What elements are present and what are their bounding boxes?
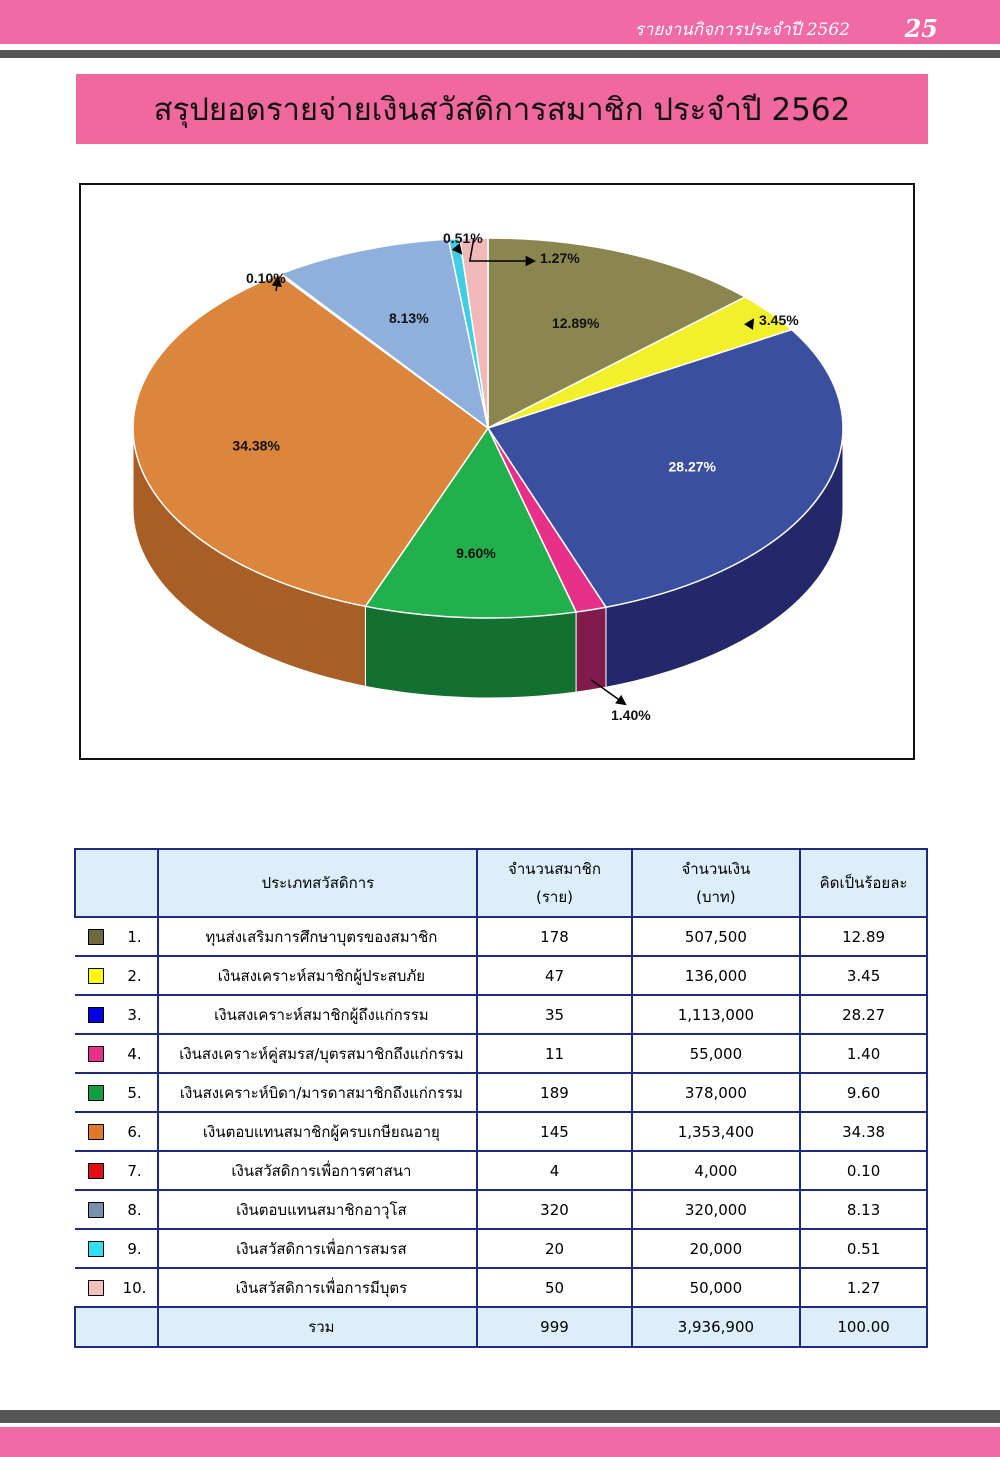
- row-percent: 0.10: [800, 1151, 927, 1190]
- header-members-unit: (ราย): [536, 888, 573, 906]
- row-percent: 9.60: [800, 1073, 927, 1112]
- table-row: [75, 995, 927, 1034]
- header-percent: คิดเป็นร้อยละ: [800, 849, 927, 917]
- row-type: เงินสวัสดิการเพื่อการมีบุตร: [158, 1268, 477, 1307]
- row-amount: 20,000: [632, 1229, 801, 1268]
- row-index: 9.: [117, 1229, 159, 1268]
- row-index: 8.: [117, 1190, 159, 1229]
- row-members: 20: [477, 1229, 631, 1268]
- row-index: 4.: [117, 1034, 159, 1073]
- row-type: เงินสงเคราะห์สมาชิกผู้ถึงแก่กรรม: [158, 995, 477, 1034]
- pie-chart-frame: [79, 183, 915, 760]
- row-members: 4: [477, 1151, 631, 1190]
- row-members: 50: [477, 1268, 631, 1307]
- legend-swatch: [88, 1085, 104, 1101]
- pie-chart: [81, 185, 913, 758]
- legend-swatch: [88, 929, 104, 945]
- row-members: 35: [477, 995, 631, 1034]
- legend-swatch-cell: [75, 1229, 117, 1268]
- header-amount: [632, 849, 801, 917]
- legend-swatch-cell: [75, 1112, 117, 1151]
- legend-swatch-cell: [75, 995, 117, 1034]
- welfare-table: [74, 848, 928, 1348]
- row-amount: 136,000: [632, 956, 801, 995]
- header-type: ประเภทสวัสดิการ: [158, 849, 477, 917]
- row-type: เงินตอบแทนสมาชิกอาวุโส: [158, 1190, 477, 1229]
- table-row: [75, 956, 927, 995]
- table-row: [75, 1112, 927, 1151]
- row-amount: 4,000: [632, 1151, 801, 1190]
- page-number: 25: [904, 14, 938, 43]
- legend-swatch: [88, 1280, 104, 1296]
- header-index: [75, 849, 158, 917]
- row-percent: 3.45: [800, 956, 927, 995]
- legend-swatch-cell: [75, 1034, 117, 1073]
- legend-swatch: [88, 1124, 104, 1140]
- slice-label-6: 34.38%: [232, 437, 280, 454]
- row-amount: 507,500: [632, 917, 801, 956]
- row-percent: 1.40: [800, 1034, 927, 1073]
- slice-label-2: 3.45%: [759, 312, 799, 328]
- legend-swatch: [88, 1046, 104, 1062]
- legend-swatch: [88, 968, 104, 984]
- row-index: 2.: [117, 956, 159, 995]
- row-type: เงินตอบแทนสมาชิกผู้ครบเกษียณอายุ: [158, 1112, 477, 1151]
- footer-band: [0, 1427, 1000, 1457]
- row-type: เงินสงเคราะห์คู่สมรส/บุตรสมาชิกถึงแก่กรรม: [158, 1034, 477, 1073]
- total-row: [75, 1307, 927, 1347]
- title-banner: [76, 74, 928, 144]
- row-percent: 8.13: [800, 1190, 927, 1229]
- total-percent: 100.00: [800, 1307, 927, 1347]
- pie-side-4: [576, 607, 606, 692]
- table-row: [75, 1268, 927, 1307]
- header-members: [477, 849, 631, 917]
- table-row: [75, 1151, 927, 1190]
- row-index: 3.: [117, 995, 159, 1034]
- row-members: 145: [477, 1112, 631, 1151]
- row-amount: 320,000: [632, 1190, 801, 1229]
- pie-side-5: [365, 606, 576, 698]
- header-divider: [0, 50, 1000, 58]
- legend-swatch: [88, 1007, 104, 1023]
- row-amount: 378,000: [632, 1073, 801, 1112]
- slice-label-4: 1.40%: [611, 707, 651, 723]
- row-members: 189: [477, 1073, 631, 1112]
- header-band: [0, 0, 1000, 44]
- header-amount-unit: (บาท): [696, 888, 736, 906]
- legend-swatch-cell: [75, 1151, 117, 1190]
- slice-label-3: 28.27%: [668, 458, 717, 475]
- row-type: เงินสงเคราะห์บิดา/มารดาสมาชิกถึงแก่กรรม: [158, 1073, 477, 1112]
- legend-swatch: [88, 1241, 104, 1257]
- row-percent: 0.51: [800, 1229, 927, 1268]
- header-members-label: จำนวนสมาชิก: [508, 860, 601, 878]
- slice-label-8: 8.13%: [388, 310, 429, 327]
- report-title: รายงานกิจการประจำปี 2562: [634, 20, 850, 40]
- legend-swatch-cell: [75, 1190, 117, 1229]
- slice-label-9: 0.51%: [443, 230, 483, 246]
- legend-swatch: [88, 1202, 104, 1218]
- row-amount: 50,000: [632, 1268, 801, 1307]
- row-percent: 1.27: [800, 1268, 927, 1307]
- row-percent: 34.38: [800, 1112, 927, 1151]
- total-blank: [75, 1307, 158, 1347]
- total-label: รวม: [158, 1307, 477, 1347]
- slice-label-7: 0.10%: [246, 270, 286, 286]
- row-members: 47: [477, 956, 631, 995]
- row-index: 5.: [117, 1073, 159, 1112]
- row-type: ทุนส่งเสริมการศึกษาบุตรของสมาชิก: [158, 917, 477, 956]
- table-row: [75, 917, 927, 956]
- total-members: 999: [477, 1307, 631, 1347]
- legend-swatch-cell: [75, 917, 117, 956]
- page-title: สรุปยอดรายจ่ายเงินสวัสดิการสมาชิก ประจำปี 2562: [153, 92, 851, 128]
- slice-label-10: 1.27%: [540, 250, 580, 266]
- row-index: 10.: [117, 1268, 159, 1307]
- row-members: 178: [477, 917, 631, 956]
- header-amount-label: จำนวนเงิน: [681, 860, 751, 878]
- row-amount: 1,353,400: [632, 1112, 801, 1151]
- row-type: เงินสวัสดิการเพื่อการศาสนา: [158, 1151, 477, 1190]
- row-amount: 55,000: [632, 1034, 801, 1073]
- legend-swatch: [88, 1163, 104, 1179]
- row-amount: 1,113,000: [632, 995, 801, 1034]
- legend-swatch-cell: [75, 956, 117, 995]
- row-members: 11: [477, 1034, 631, 1073]
- legend-swatch-cell: [75, 1073, 117, 1112]
- table-row: [75, 1190, 927, 1229]
- slice-label-1: 12.89%: [551, 315, 600, 332]
- row-index: 7.: [117, 1151, 159, 1190]
- row-index: 1.: [117, 917, 159, 956]
- slice-label-5: 9.60%: [456, 545, 496, 562]
- table-row: [75, 1034, 927, 1073]
- row-percent: 28.27: [800, 995, 927, 1034]
- table-row: [75, 1073, 927, 1112]
- table-row: [75, 1229, 927, 1268]
- row-percent: 12.89: [800, 917, 927, 956]
- row-members: 320: [477, 1190, 631, 1229]
- table-header-row: [75, 849, 927, 917]
- row-type: เงินสวัสดิการเพื่อการสมรส: [158, 1229, 477, 1268]
- legend-swatch-cell: [75, 1268, 117, 1307]
- row-type: เงินสงเคราะห์สมาชิกผู้ประสบภัย: [158, 956, 477, 995]
- total-amount: 3,936,900: [632, 1307, 801, 1347]
- row-index: 6.: [117, 1112, 159, 1151]
- footer-divider: [0, 1410, 1000, 1423]
